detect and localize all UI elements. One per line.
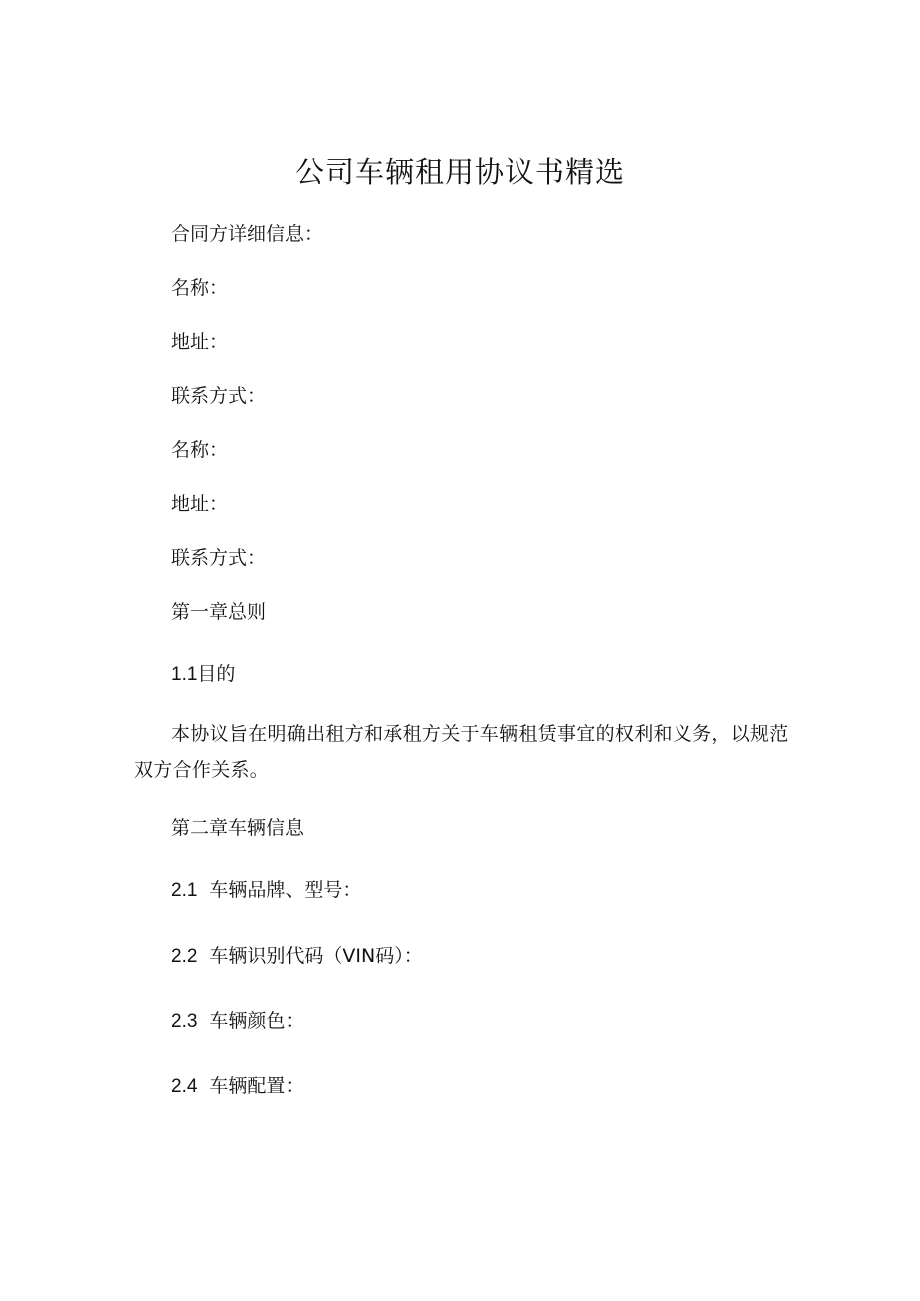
section-2-3 <box>171 1007 304 1036</box>
chapter-1-heading: 第一章总则 <box>171 601 267 623</box>
section-2-1 <box>171 876 361 905</box>
section-label: 车辆品牌、型号： <box>209 879 362 901</box>
section-title: 目的 <box>197 663 236 685</box>
section-label: 车辆配置： <box>209 1075 305 1097</box>
section-number: 2.4 <box>171 1076 198 1097</box>
section-2-2 <box>171 942 423 971</box>
party-details-header: 合同方详细信息： <box>171 223 324 245</box>
section-number: 1.1 <box>171 664 198 685</box>
section-2-4 <box>171 1072 304 1101</box>
section-label: 车辆颜色： <box>209 1010 305 1032</box>
party-a-address-label: 地址： <box>171 331 229 353</box>
section-label: 车辆识别代码（VIN码）： <box>209 945 423 967</box>
party-b-name-label: 名称： <box>171 439 229 461</box>
chapter-2-heading: 第二章车辆信息 <box>171 817 305 839</box>
party-a-name-label: 名称： <box>171 277 229 299</box>
party-b-address-label: 地址： <box>171 493 229 515</box>
section-number: 2.1 <box>171 880 198 901</box>
section-number: 2.3 <box>171 1011 198 1032</box>
section-1-1-heading <box>171 660 235 689</box>
document-title: 公司车辆租用协议书精选 <box>294 155 625 189</box>
party-a-contact-label: 联系方式： <box>171 385 267 407</box>
section-number: 2.2 <box>171 946 198 967</box>
purpose-paragraph: 本协议旨在明确出租方和承租方关于车辆租赁事宜的权利和义务，以规范双方合作关系。 <box>134 723 789 781</box>
party-b-contact-label: 联系方式： <box>171 547 267 569</box>
